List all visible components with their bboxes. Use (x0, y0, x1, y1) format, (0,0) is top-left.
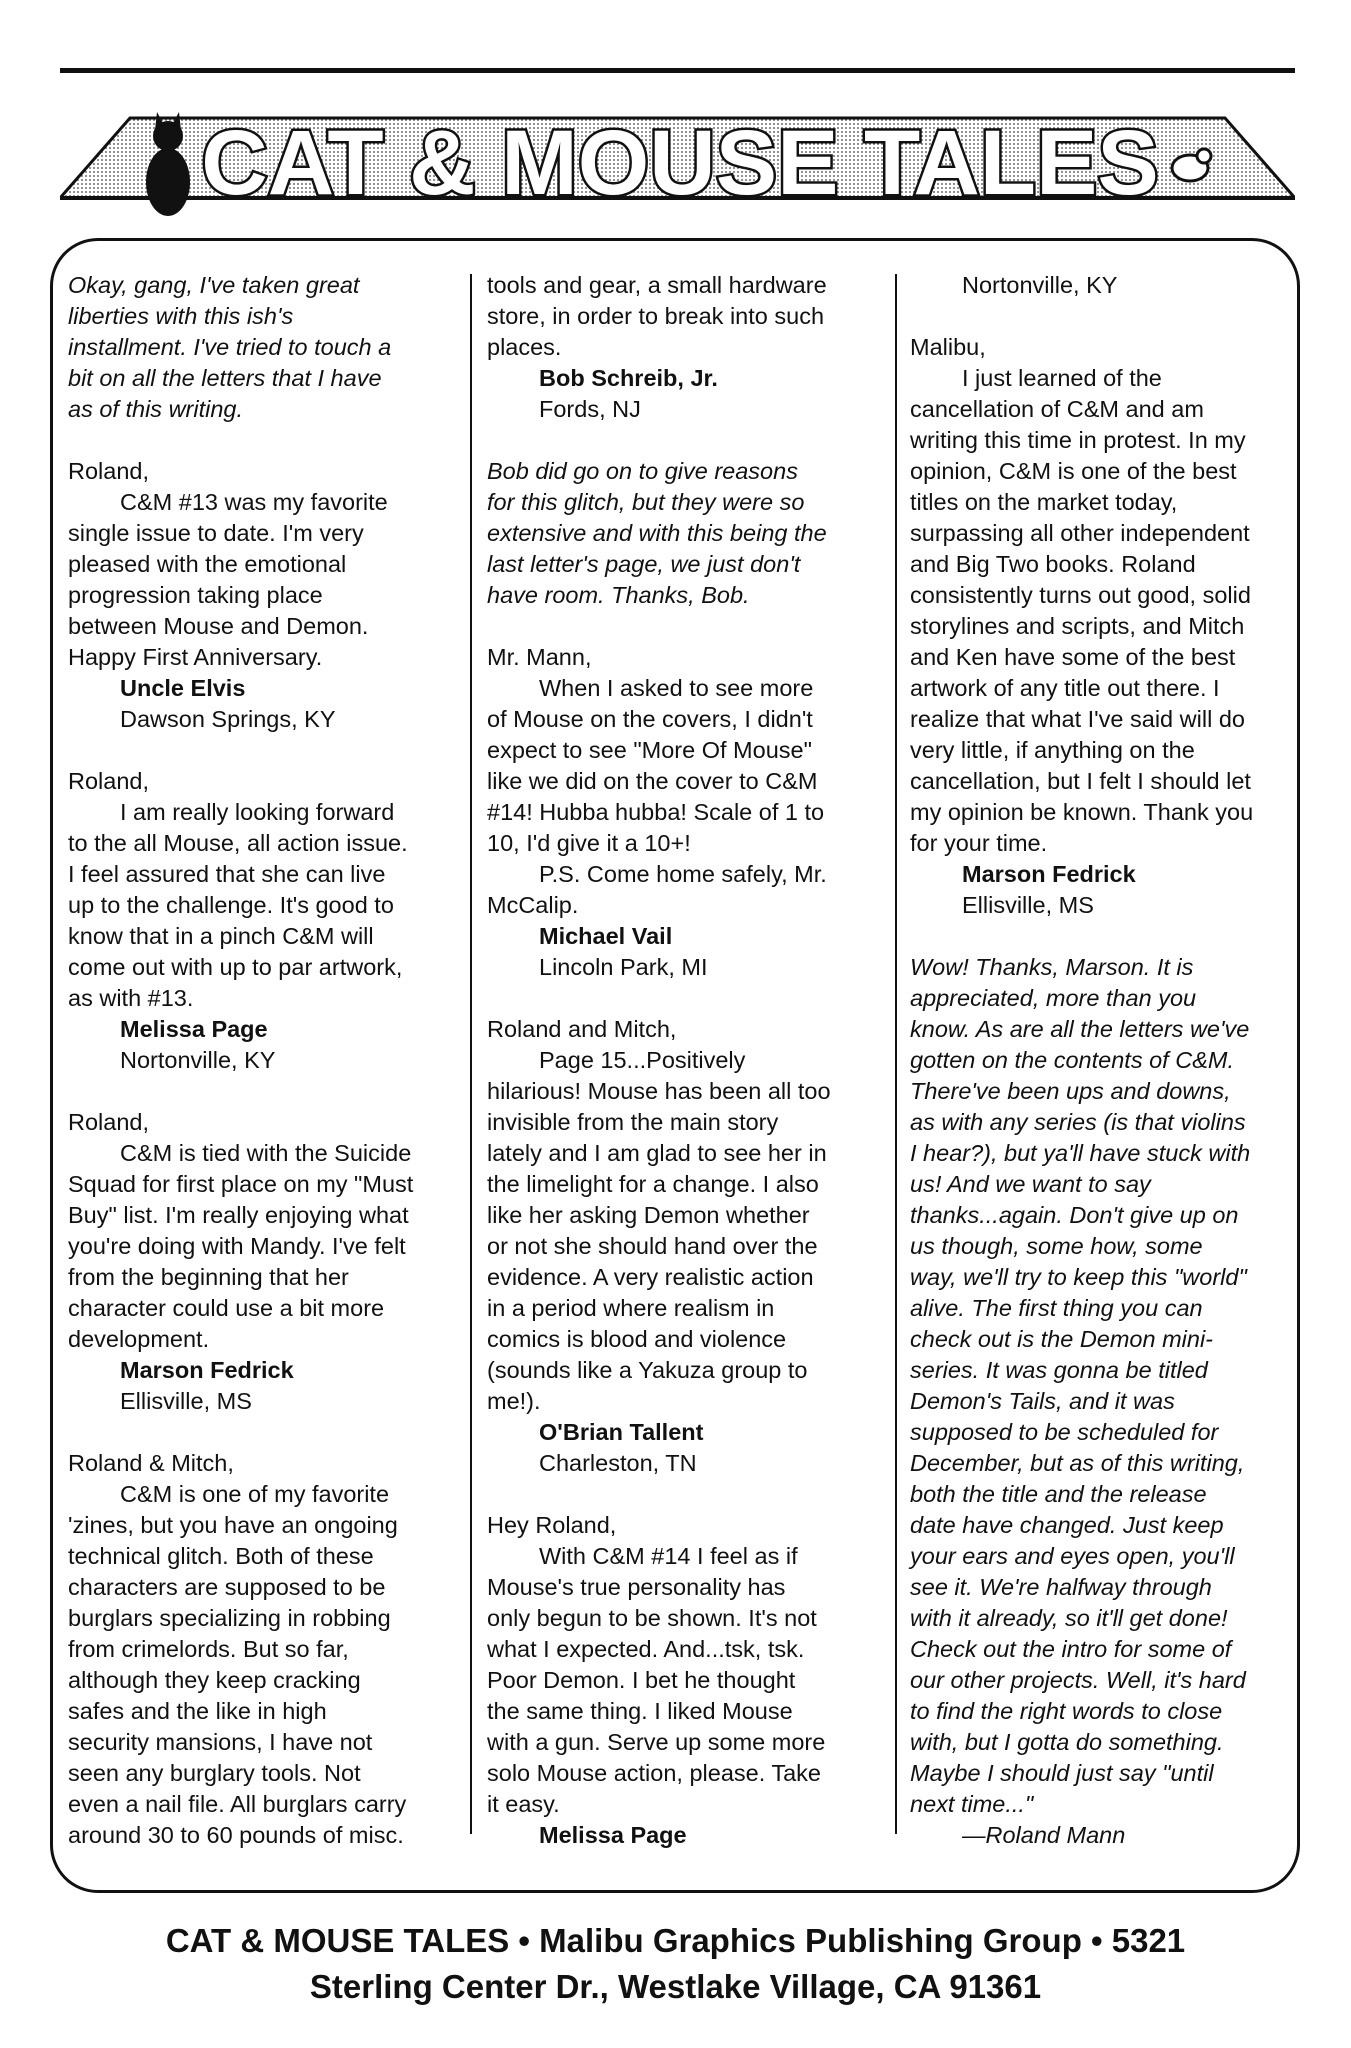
letter-location: Ellisville, MS (962, 892, 1094, 918)
letter: Roland & Mitch, C&M is one of my favorite 'zines, but you have an ongoing technical glitch. Both of these characters are supposed to be burglars specializing in robbing from crimelords. But so far, although they keep cracking safes and the like in high security mansions, I have not seen any burglary tools. Not even a nail file. All burglars carry around 30 to 60 pounds of misc. (68, 1448, 463, 1851)
letter-greeting: Malibu, (910, 334, 986, 360)
publisher-address (0, 1918, 1351, 2010)
letter: Roland, C&M is tied with the Suicide Squad for first place on my "Must Buy" list. I'm really enjoying what you're doing with Mandy. I've felt from the beginning that her character could use a bit more development. Marson Fedrick Ellisville, MS (68, 1107, 463, 1417)
letter-location: Lincoln Park, MI (539, 954, 708, 980)
letter: Hey Roland, With C&M #14 I feel as if Mouse's true personality has only begun to be shown. It's not what I expected. And...tsk, tsk. Poor Demon. I bet he thought the same thing. I liked Mouse with a gun. Serve up some more solo Mouse action, please. Take it easy. Melissa Page (487, 1510, 877, 1851)
letter-greeting: Roland, (68, 768, 149, 794)
letter: Malibu, I just learned of the cancellation of C&M and am writing this time in protest. In my opinion, C&M is one of the best titles on the market today, surpassing all other independent and Big Two books. Roland consistently turns out good, solid storylines and scripts, and Mitch and Ken have some of the best artwork of any title out there. I realize that what I've said will do very little, if anything on the cancellation, but I felt I should let my opinion be known. Thank you for your time. Marson Fedrick Ellisville, MS (910, 332, 1305, 921)
letter-signature: Melissa Page (539, 1822, 687, 1848)
letter-greeting: Roland, (68, 458, 149, 484)
letter: Roland, C&M #13 was my favorite single issue to date. I'm very pleased with the emotional progression taking place between Mouse and Demon. Happy First Anniversary. Uncle Elvis Dawson Springs, KY (68, 456, 463, 735)
letter-location: Ellisville, MS (120, 1388, 252, 1414)
letter-greeting: Roland, (68, 1109, 149, 1135)
letter-location: Nortonville, KY (120, 1047, 276, 1073)
masthead-banner (60, 90, 1295, 230)
letter: Roland and Mitch, Page 15...Positively hilarious! Mouse has been all too invisible from the main story lately and I am glad to see her in the limelight for a change. I also like her asking Demon whether or not she should hand over the evidence. A very realistic action in a period where realism in comics is blood and violence (sounds like a Yakuza group to me!). O'Brian Tallent Charleston, TN (487, 1014, 877, 1479)
letter-signature: Melissa Page (120, 1016, 268, 1042)
letter-greeting: Roland & Mitch, (68, 1450, 234, 1476)
letter-signature: Bob Schreib, Jr. (539, 365, 718, 391)
editor-intro: Okay, gang, I've taken great liberties with this ish's installment. I've tried to touch a bit on all the letters that I have as of this writing. (68, 272, 392, 422)
letter-location: Charleston, TN (539, 1450, 697, 1476)
letter: Mr. Mann, When I asked to see more of Mouse on the covers, I didn't expect to see "More Of Mouse" like we did on the cover to C&M #14! Hubba hubba! Scale of 1 to 10, I'd give it a 10+! P.S. Come home safely, Mr. McCalip. Michael Vail Lincoln Park, MI (487, 642, 877, 983)
letter: tools and gear, a small hardware store, in order to break into such places. Bob Schreib, Jr. Fords, NJ (487, 270, 877, 425)
letter-location: Fords, NJ (539, 396, 641, 422)
letter-signature: Marson Fedrick (962, 861, 1136, 887)
masthead-title: CAT & MOUSE TALES (201, 112, 1159, 214)
letter-signature: Marson Fedrick (120, 1357, 294, 1383)
letters-column-3 (910, 270, 1305, 1851)
letter-greeting: Hey Roland, (487, 1512, 617, 1538)
letter-greeting: Roland and Mitch, (487, 1016, 677, 1042)
editor-reply: Wow! Thanks, Marson. It is appreciated, more than you know. As are all the letters we've gotten on the contents of C&M. There've been ups and downs, as with any series (is that violins I hear?), but ya'll have stuck with us! And we want to say thanks...again. Don't give up on us though, some how, some way, we'll try to keep this "world" alive. The first thing you can check out is the Demon mini- series. It was gonna be titled Demon's Tails, and it was supposed to be scheduled for December, but as of this writing, both the title and the release date have changed. Just keep your ears and eyes open, you'll see it. We're halfway through with it already, so it'll get done! Check out the intro for some of our other projects. Well, it's hard to find the right words to close with, but I gotta do something. Maybe I should just say "until next time..." —Roland Mann (910, 952, 1305, 1851)
editor-reply: Bob did go on to give reasons for this glitch, but they were so extensive and with this being the last letter's page, we just don't have room. Thanks, Bob. (487, 458, 827, 608)
editor-signoff: —Roland Mann (962, 1822, 1126, 1848)
top-rule (60, 68, 1295, 73)
footer-line-1: CAT & MOUSE TALES • Malibu Graphics Publishing Group • 5321 (165, 1922, 1186, 1959)
footer-line-2: Sterling Center Dr., Westlake Village, CA 91361 (309, 1968, 1042, 2005)
letter: Roland, I am really looking forward to the all Mouse, all action issue. I feel assured that she can live up to the challenge. It's good to know that in a pinch C&M will come out with up to par artwork, as with #13. Melissa Page Nortonville, KY (68, 766, 463, 1076)
letter-location: Nortonville, KY (962, 272, 1118, 298)
letters-column-2 (487, 270, 877, 1851)
column-divider (895, 274, 897, 1834)
letter-location: Dawson Springs, KY (120, 706, 336, 732)
letter-signature: Michael Vail (539, 923, 673, 949)
letter-signature: Uncle Elvis (120, 675, 246, 701)
column-divider (470, 274, 472, 1834)
letter-signature: O'Brian Tallent (539, 1419, 704, 1445)
letter-greeting: Mr. Mann, (487, 644, 592, 670)
letters-column-1 (68, 270, 463, 1851)
